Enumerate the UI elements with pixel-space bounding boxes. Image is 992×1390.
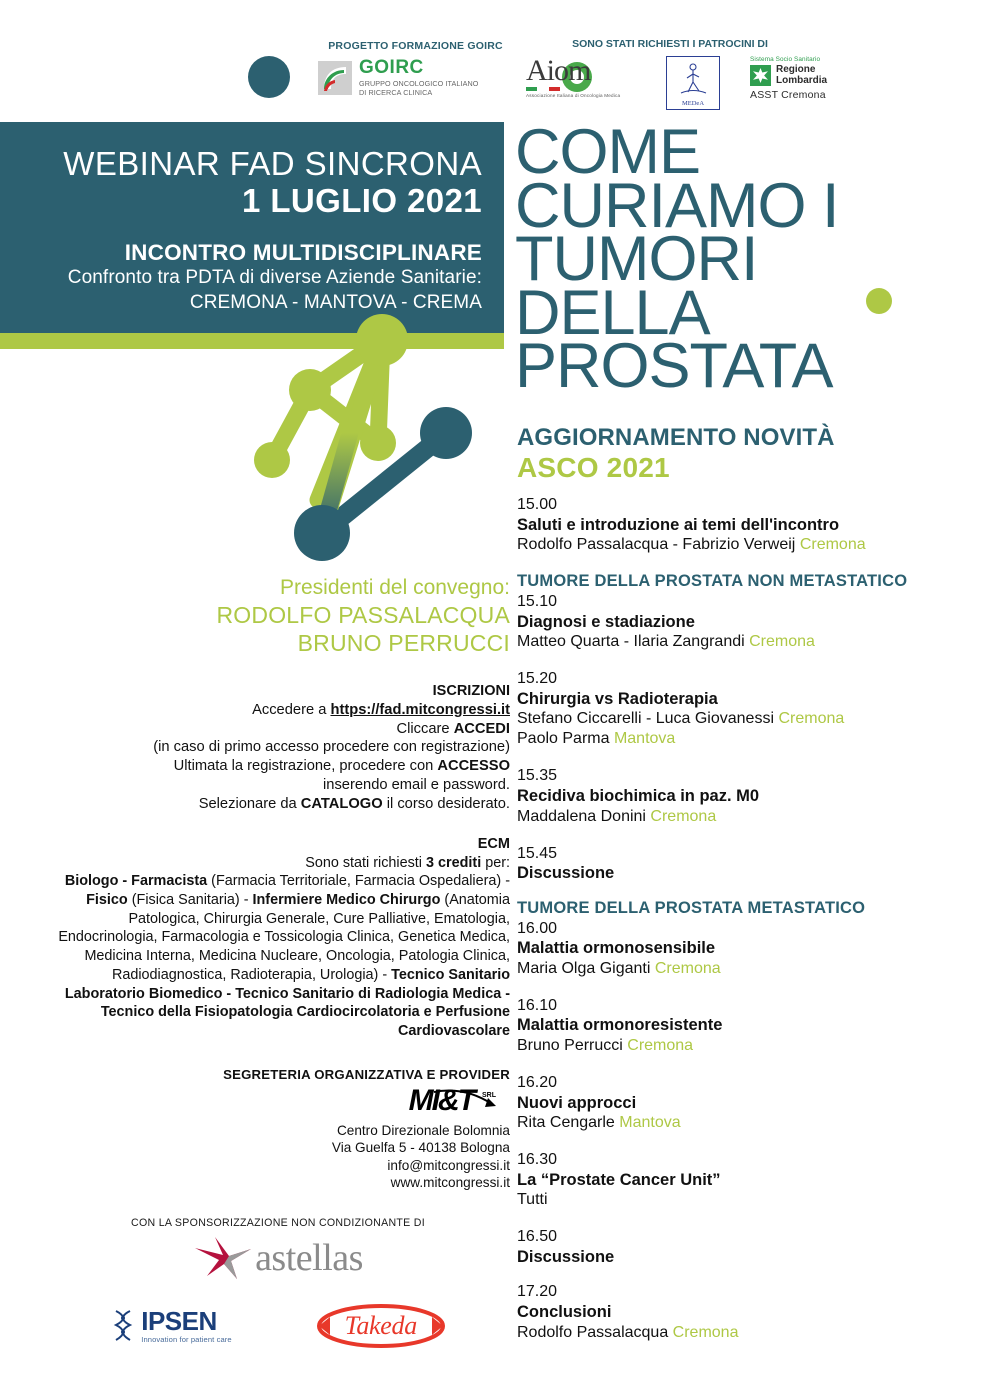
speaker-city: Cremona [650,807,717,825]
speaker-name: Tutti [517,1191,548,1209]
goirc-subtitle-line2: DI RICERCA CLINICA [359,88,433,97]
program-item-time: 15.00 [517,496,558,513]
speaker-city: Mantova [619,1114,681,1132]
program-item-title: Saluti e introduzione ai temi dell'incontro [517,515,840,534]
president-name-2: BRUNO PERRUCCI [297,629,510,656]
event-subtitle: INCONTRO MULTIDISCIPLINARE [124,240,482,266]
ecm-credits-value: 3 crediti [426,854,482,871]
title-line-2: CURIAMO I [515,170,839,241]
mit-srl-label: SRL [482,1091,496,1099]
iscrizioni-line-1 [46,701,510,720]
program-section-header: TUMORE DELLA PROSTATA NON METASTATICO [517,572,908,591]
title-line-3: TUMORI [515,224,758,295]
iscrizioni-block [46,683,510,814]
asst-cremona-label: ASST Cremona [750,89,826,101]
ipsen-helix-icon [110,1309,136,1343]
iscrizioni-line-2 [46,720,510,739]
program-item-time: 16.00 [517,919,558,937]
aiom-wordmark: Aiom [526,54,591,87]
program-item-speakers [517,535,987,555]
asco-label: ASCO 2021 [517,452,670,483]
program-section-header: TUMORE DELLA PROSTATA METASTATICO [517,898,866,917]
speaker-city: Cremona [627,1036,694,1054]
medea-label: MEDeA [681,100,705,107]
ipsen-tagline: Innovation for patient care [141,1335,232,1345]
program-item-title: Diagnosi e stadiazione [517,612,695,631]
program-item-time: 15.10 [517,593,558,611]
program-item-time: 16.10 [517,996,558,1014]
iscrizioni-line6-prefix: Selezionare da [198,795,301,812]
program-item-speakers [517,1323,987,1343]
speaker-name: Maria Olga Giganti [517,959,655,977]
program-item-title: La “Prostate Cancer Unit” [517,1170,721,1189]
lombardia-rose-icon [750,65,771,86]
program-item-title: Nuovi approcci [517,1093,637,1112]
program-item-time: 17.20 [517,1283,558,1301]
title-line-4: DELLA [515,277,710,348]
regione-lombardia-logo [750,56,860,101]
program-item [517,996,987,1056]
goirc-subtitle-line1: GRUPPO ONCOLOGICO ITALIANO [359,79,479,88]
program-schedule [517,495,987,1360]
ecm-credits-suffix: per: [481,854,510,871]
patrocini-caption: SONO STATI RICHIESTI I PATROCINI DI [572,38,768,50]
sponsorship-caption: CON LA SPONSORIZZAZIONE NON CONDIZIONANTE DI [131,1217,425,1230]
accesso-keyword: ACCESSO [437,758,510,775]
program-item [517,1150,987,1210]
title-subtitle: AGGIORNAMENTO NOVITÀ [517,424,835,451]
iscrizioni-line4-prefix: Ultimata la registrazione, procedere con [173,758,438,775]
registration-url-link[interactable]: https://fad.mitcongressi.it [330,701,510,718]
segreteria-block [46,1067,510,1192]
segreteria-email[interactable]: info@mitcongressi.it [387,1157,510,1173]
program-item-time: 15.35 [517,767,558,785]
astellas-star-icon [193,1235,253,1281]
program-item [517,1282,987,1342]
speaker-city: Mantova [613,730,676,748]
iscrizioni-heading: ISCRIZIONI [432,682,510,699]
event-cities: CREMONA - MANTOVA - CREMA [189,291,482,313]
program-item [517,919,987,979]
program-item-time: 16.30 [517,1151,558,1169]
accedi-keyword: ACCEDI [453,720,510,737]
goirc-name: GOIRC [359,57,424,78]
left-info-column [46,575,510,1349]
speaker-name: Rodolfo Passalacqua - Fabrizio Verweij [517,536,800,554]
event-description: Confronto tra PDTA di diverse Aziende Sanitarie: [67,267,482,289]
program-item [517,495,987,555]
speaker-name: Rita Cengarle [517,1114,620,1132]
program-item-speakers [517,1113,987,1133]
bottom-sponsor-logos [46,1303,510,1349]
program-item-speakers [517,1036,987,1056]
goirc-mark-icon [318,61,352,95]
goirc-logo-block [318,40,513,97]
lombardia-label: Lombardia [776,74,828,86]
program-item-speakers [517,807,987,827]
goirc-logo [318,58,513,97]
ipsen-wordmark: IPSEN [141,1306,217,1337]
segreteria-heading: SEGRETERIA ORGANIZZATIVA E PROVIDER [223,1066,510,1082]
page-title [515,117,985,402]
iscrizioni-line6-suffix: il corso desiderato. [382,795,510,812]
mit-wordmark: MI&T [408,1083,474,1117]
astellas-logo [46,1235,510,1281]
goirc-caption: PROGETTO FORMAZIONE GOIRC [328,40,503,52]
event-banner [0,122,504,333]
sponsor-logo-strip [0,0,992,118]
aiom-subtitle: Associazione Italiana di Oncologia Medica [526,93,621,98]
program-item [517,1073,987,1133]
segreteria-address-1: Centro Direzionale Bolomnia [336,1122,510,1138]
program-item-title: Discussione [517,1247,615,1266]
speaker-name: Rodolfo Passalacqua [517,1323,673,1341]
speaker-city: Cremona [749,633,815,651]
segreteria-website[interactable]: www.mitcongressi.it [390,1174,510,1190]
medea-figure-icon [676,62,710,98]
aiom-logo [526,56,636,108]
program-item-title: Discussione [517,864,615,883]
program-item-title: Malattia ormonosensibile [517,939,716,958]
iscrizioni-line2-prefix: Cliccare [396,720,454,737]
iscrizioni-line-6 [46,795,510,814]
program-item-speakers [517,959,987,979]
program-item-title: Recidiva biochimica in paz. M0 [517,786,760,805]
president-name-1: RODOLFO PASSALACQUA [216,601,510,628]
program-item [517,592,987,652]
ecm-block [46,836,510,1041]
ecm-credits-line [46,854,510,873]
ipsen-logo [110,1308,232,1344]
program-item-speakers [517,709,987,729]
title-line-1: COME [515,117,700,187]
webinar-type-label: WEBINAR FAD SINCRONA [63,145,482,182]
ecm-professions-body: Biologo - Farmacista (Farmacia Territoriale, Farmacia Ospedaliera) - Fisico (Fisica Sanitaria) - Infermiere Medico Chirurgo (Anatomia Patologica, Chirurgia Generale, Cure Palliative, Ematologia, Endocrinologia, Farmacologia e Tossicologia Clinica, Genetica Medica, Medicina Interna, Medicina Nucleare, Oncologia, Patologia Clinica, Radiodiagnostica, Radioterapia, Urologia) - Tecnico Sanitario Laboratorio Biomedico - Tecnico Sanitario di Radiologia Medica - Tecnico della Fisiopatologia Cardiocircolatoria e Perfusione Cardiovascolare [58,873,510,1040]
sistema-socio-sanitario-label: Sistema Socio Sanitario [750,56,821,63]
astellas-wordmark: astellas [255,1237,363,1280]
speaker-city: Cremona [778,710,845,728]
iscrizioni-line-4 [46,757,510,776]
speaker-city: Cremona [654,959,721,977]
segreteria-address-2: Via Guelfa 5 - 40138 Bologna [331,1140,510,1156]
iscrizioni-line-3: (in caso di primo accesso procedere con registrazione) [153,739,510,756]
program-item-time: 15.20 [517,670,558,688]
takeda-logo [316,1303,446,1349]
program-item [517,669,987,749]
speaker-name: Maddalena Donini [517,807,651,825]
program-item-title: Malattia ormonoresistente [517,1016,723,1035]
program-item [517,1227,987,1267]
program-item-speakers [517,632,987,652]
presidents-label: Presidenti del convegno: [280,576,510,599]
speaker-city: Cremona [672,1323,739,1341]
event-date: 1 LUGLIO 2021 [242,182,482,220]
program-item [517,844,987,884]
speaker-name: Matteo Quarta - Ilaria Zangrandi [517,633,750,651]
presidents-block [46,575,510,657]
iscrizioni-line-5: inserendo email e password. [323,776,510,793]
program-item-title: Chirurgia vs Radioterapia [517,689,718,708]
green-dot-decoration [866,288,892,314]
program-item [517,766,987,826]
speaker-name: Paolo Parma [517,730,614,748]
italian-flag-icon [526,87,560,91]
ecm-credits-prefix: Sono stati richiesti [305,854,426,871]
regione-label: Regione [776,64,816,75]
ecm-heading: ECM [477,835,510,852]
program-item-speakers [517,729,987,749]
mit-logo [46,1084,510,1122]
title-line-5: PROSTATA [515,331,833,402]
speaker-name: Stefano Ciccarelli - Luca Giovanessi [517,710,779,728]
program-item-time: 16.50 [517,1228,558,1246]
speaker-city: Cremona [799,536,866,554]
speaker-name: Bruno Perrucci [517,1036,628,1054]
takeda-wordmark: Takeda [344,1311,417,1341]
program-item-speakers [517,1190,987,1210]
patrocini-block [520,38,990,110]
molecule-network-graphic [210,305,510,580]
program-item-title: Conclusioni [517,1302,612,1321]
medea-logo [666,56,720,110]
program-item-time: 16.20 [517,1073,558,1091]
iscrizioni-line1-prefix: Accedere a [252,701,331,718]
catalogo-keyword: CATALOGO [300,795,383,812]
program-item-time: 15.45 [517,844,558,862]
teal-dot-decoration [248,56,290,98]
